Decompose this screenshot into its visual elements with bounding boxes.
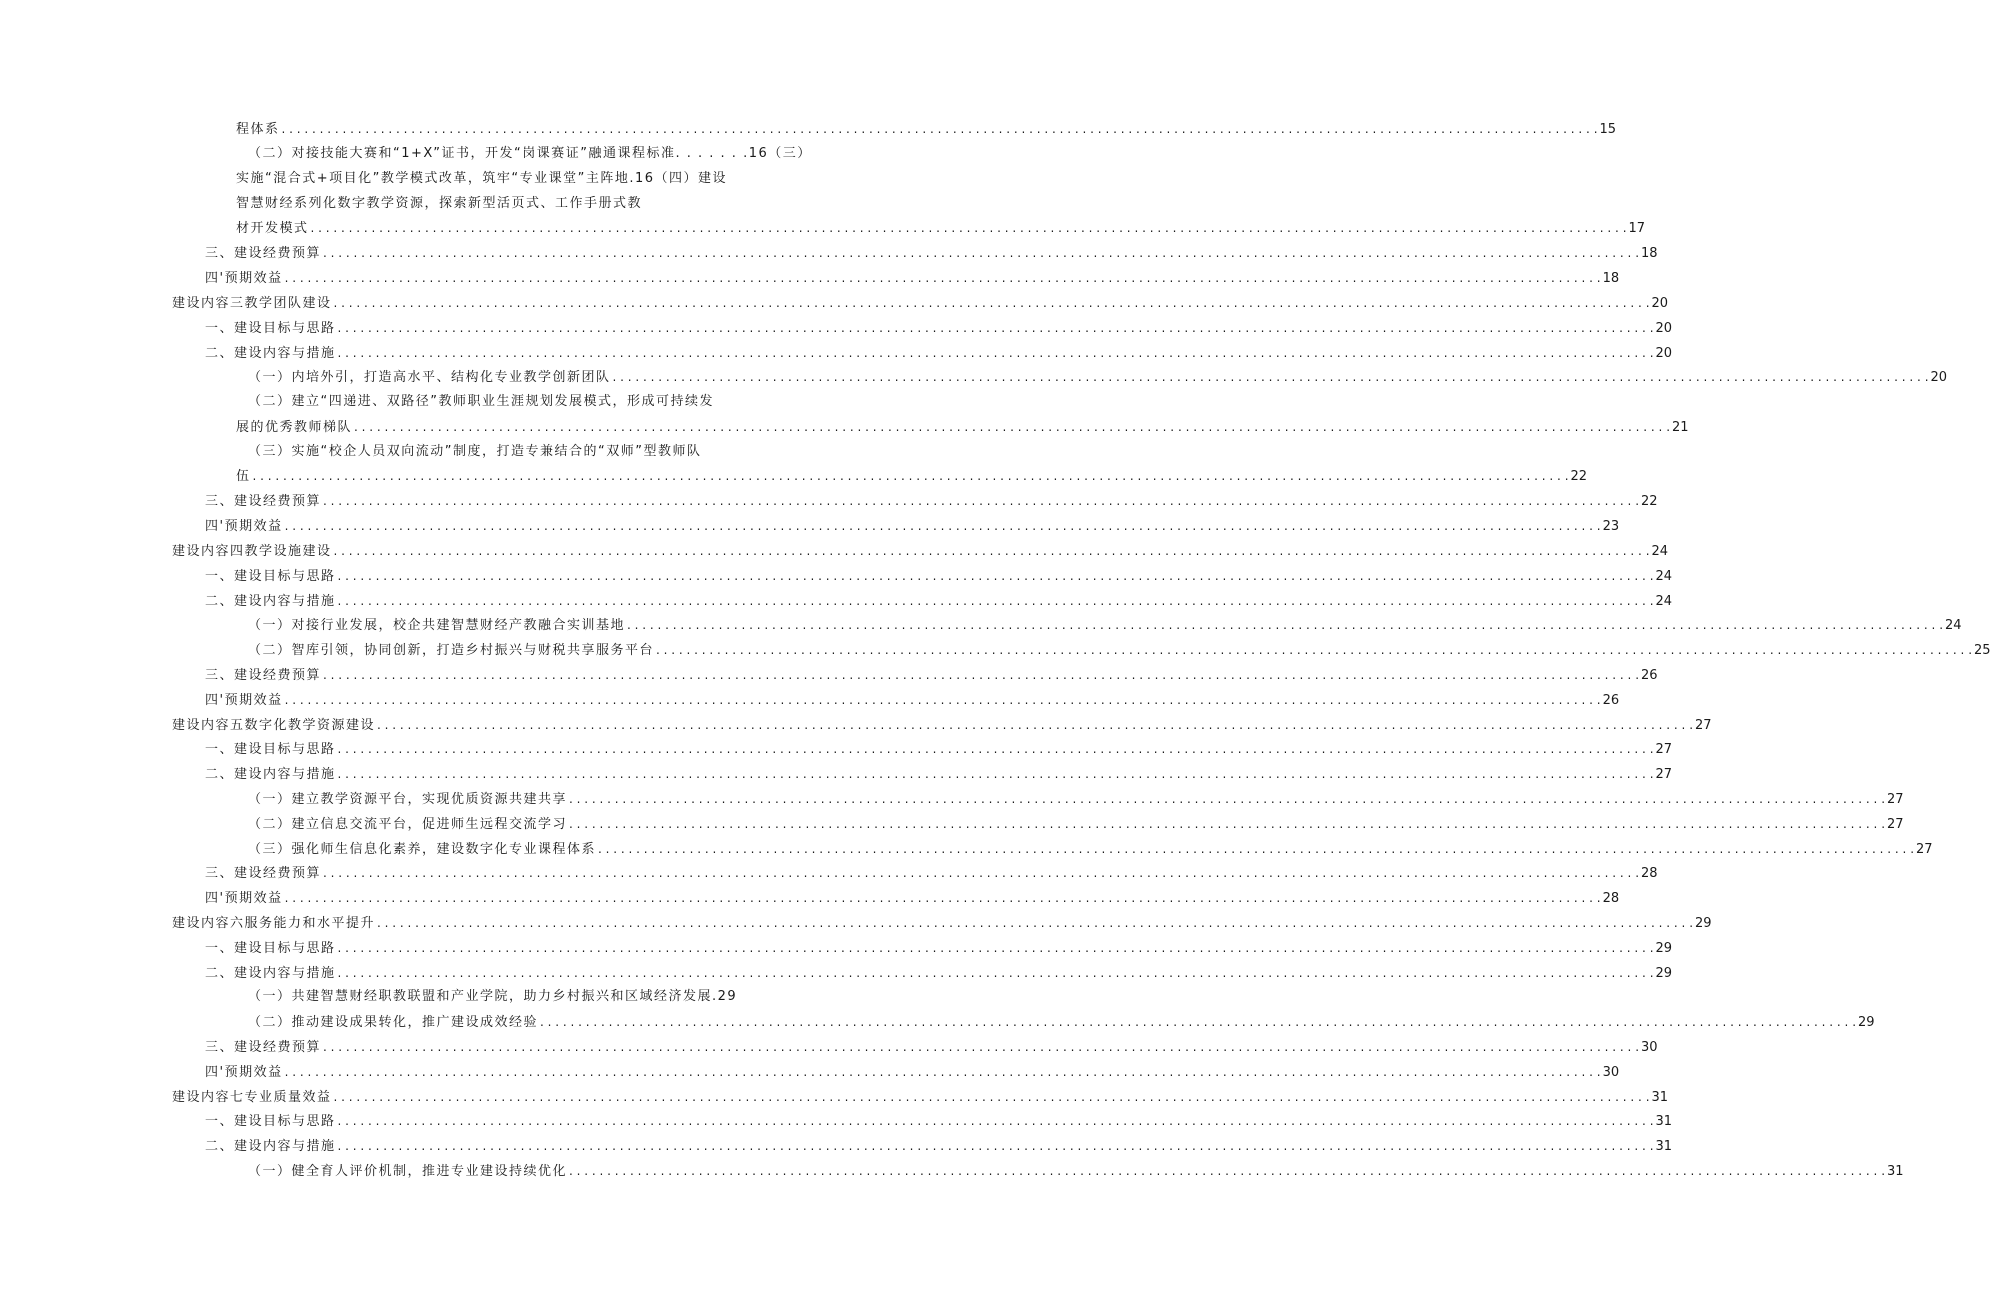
dot-leader: [253, 467, 1569, 485]
toc-entry[interactable]: [205, 269, 1620, 288]
dot-leader: [338, 765, 1654, 783]
toc-entry-title: 建设内容四教学设施建设: [172, 544, 332, 559]
toc-entry-title: （一）建立教学资源平台，实现优质资源共建共享: [248, 792, 568, 807]
toc-entry-title: 建设内容七专业质量效益: [172, 1090, 332, 1105]
dot-leader: [285, 889, 1601, 907]
toc-entry[interactable]: [205, 666, 1658, 685]
toc-entry[interactable]: [172, 914, 1712, 933]
toc-entry-title: 三、建设经费预算: [205, 866, 322, 881]
dot-leader: [338, 567, 1654, 585]
toc-entry-page: 22: [1641, 494, 1658, 509]
toc-entry[interactable]: [205, 939, 1673, 958]
toc-line[interactable]: （二）建立“四递进、双路径”教师职业生涯规划发展模式，形成可持续发: [248, 394, 714, 409]
toc-entry-page: 29: [1695, 916, 1712, 931]
toc-entry[interactable]: [248, 790, 1904, 809]
toc-entry-title: 一、建设目标与思路: [205, 742, 336, 757]
dot-leader: [627, 616, 1943, 634]
dot-leader: [323, 864, 1639, 882]
dot-leader: [334, 1088, 1650, 1106]
toc-entry[interactable]: [172, 716, 1712, 735]
toc-entry[interactable]: [205, 244, 1658, 263]
toc-line[interactable]: 实施“混合式+项目化”教学模式改革，筑牢“专业课堂”主阵地.16（四）建设: [236, 171, 728, 186]
toc-entry-title: （二）推动建设成果转化，推广建设成效经验: [248, 1015, 539, 1030]
toc-line[interactable]: （一）共建智慧财经职教联盟和产业学院，助力乡村振兴和区域经济发展.29: [248, 989, 738, 1004]
toc-entry[interactable]: [205, 765, 1673, 784]
toc-entry[interactable]: [236, 120, 1617, 139]
toc-entry-title: 建设内容三教学团队建设: [172, 296, 332, 311]
toc-entry-page: 29: [1858, 1015, 1875, 1030]
toc-entry[interactable]: [248, 840, 1933, 859]
toc-entry[interactable]: [205, 592, 1673, 611]
dot-leader: [285, 517, 1601, 535]
dot-leader: [311, 219, 1627, 237]
toc-entry[interactable]: [248, 616, 1962, 635]
toc-entry-title: 一、建设目标与思路: [205, 941, 336, 956]
toc-entry-title: 三、建设经费预算: [205, 494, 322, 509]
toc-entry[interactable]: [205, 864, 1658, 883]
dot-leader: [656, 641, 1972, 659]
toc-entry[interactable]: [248, 1162, 1904, 1181]
toc-entry-title: 材开发模式: [236, 221, 309, 236]
toc-entry[interactable]: [248, 641, 1991, 660]
toc-entry-page: 24: [1655, 594, 1673, 609]
dot-leader: [338, 964, 1654, 982]
dot-leader: [323, 244, 1639, 262]
toc-entry-page: 27: [1655, 767, 1673, 782]
dot-leader: [569, 790, 1885, 808]
toc-entry[interactable]: [205, 740, 1673, 759]
toc-entry-title: 程体系: [236, 122, 280, 137]
toc-entry-title: 二、建设内容与措施: [205, 594, 336, 609]
toc-entry-title: 四'预期效益: [205, 891, 283, 906]
dot-leader: [569, 815, 1885, 833]
toc-entry-page: 21: [1672, 420, 1689, 435]
toc-entry-page: 20: [1930, 370, 1948, 385]
toc-entry-title: 二、建设内容与措施: [205, 966, 336, 981]
toc-entry-page: 26: [1602, 693, 1620, 708]
toc-entry[interactable]: [205, 691, 1620, 710]
toc-entry-title: 四'预期效益: [205, 519, 283, 534]
toc-entry[interactable]: [205, 1137, 1673, 1156]
dot-leader: [338, 592, 1654, 610]
toc-entry-title: 三、建设经费预算: [205, 246, 322, 261]
toc-entry-page: 20: [1655, 346, 1673, 361]
toc-entry-title: 二、建设内容与措施: [205, 346, 336, 361]
toc-entry-page: 17: [1628, 221, 1646, 236]
dot-leader: [334, 542, 1650, 560]
toc-entry[interactable]: [172, 542, 1669, 561]
dot-leader: [334, 294, 1650, 312]
toc-entry[interactable]: [205, 889, 1620, 908]
dot-leader: [598, 840, 1914, 858]
toc-entry[interactable]: [205, 1063, 1620, 1082]
toc-entry[interactable]: [248, 368, 1948, 387]
toc-entry[interactable]: [205, 1112, 1673, 1131]
dot-leader: [338, 319, 1654, 337]
toc-entry[interactable]: [236, 467, 1588, 486]
toc-entry[interactable]: [236, 418, 1689, 437]
toc-entry-page: 27: [1887, 792, 1904, 807]
toc-entry[interactable]: [236, 219, 1646, 238]
dot-leader: [323, 492, 1639, 510]
toc-entry[interactable]: [205, 964, 1673, 983]
toc-entry-title: 一、建设目标与思路: [205, 1114, 336, 1129]
toc-entry-title: （二）智库引领，协同创新，打造乡村振兴与财税共享服务平台: [248, 643, 655, 658]
toc-entry-page: 24: [1651, 544, 1669, 559]
toc-entry-page: 28: [1641, 866, 1658, 881]
toc-entry-page: 18: [1602, 271, 1620, 286]
toc-entry-title: 三、建设经费预算: [205, 668, 322, 683]
toc-entry-page: 31: [1655, 1114, 1673, 1129]
toc-entry-page: 31: [1655, 1139, 1673, 1154]
toc-entry-page: 31: [1887, 1164, 1904, 1179]
toc-entry[interactable]: [205, 1038, 1658, 1057]
dot-leader: [338, 344, 1654, 362]
toc-entry-page: 30: [1641, 1040, 1658, 1055]
toc-entry-page: 29: [1655, 966, 1673, 981]
toc-entry-page: 29: [1655, 941, 1673, 956]
toc-entry-page: 24: [1655, 569, 1673, 584]
dot-leader: [285, 691, 1601, 709]
toc-entry-page: 22: [1570, 469, 1588, 484]
toc-entry-title: （二）建立信息交流平台，促进师生远程交流学习: [248, 817, 568, 832]
toc-entry[interactable]: [248, 1013, 1875, 1032]
toc-entry[interactable]: [205, 492, 1658, 511]
toc-entry-title: （三）强化师生信息化素养，建设数字化专业课程体系: [248, 842, 597, 857]
toc-entry-page: 26: [1641, 668, 1658, 683]
toc-entry[interactable]: [205, 319, 1673, 338]
toc-entry-page: 27: [1887, 817, 1904, 832]
dot-leader: [569, 1162, 1885, 1180]
dot-leader: [282, 120, 1598, 138]
toc-entry-page: 24: [1945, 618, 1962, 633]
toc-entry[interactable]: [205, 567, 1673, 586]
toc-entry-title: （一）健全育人评价机制，推进专业建设持续优化: [248, 1164, 568, 1179]
toc-entry-page: 25: [1974, 643, 1991, 658]
dot-leader: [338, 939, 1654, 957]
toc-entry-title: 三、建设经费预算: [205, 1040, 322, 1055]
toc-entry-title: 伍: [236, 469, 251, 484]
dot-leader: [354, 418, 1670, 436]
dot-leader: [323, 666, 1639, 684]
toc-line[interactable]: （三）实施“校企人员双向流动”制度，打造专兼结合的“双师”型教师队: [248, 444, 702, 459]
toc-entry-page: 20: [1651, 296, 1669, 311]
toc-entry-page: 23: [1602, 519, 1620, 534]
toc-entry-title: 一、建设目标与思路: [205, 569, 336, 584]
dot-leader: [377, 914, 1693, 932]
toc-entry-page: 27: [1655, 742, 1673, 757]
toc-entry-page: 20: [1655, 321, 1673, 336]
toc-entry[interactable]: [172, 1088, 1669, 1107]
toc-line: 智慧财经系列化数字教学资源，探索新型活页式、工作手册式教: [236, 196, 643, 211]
toc-entry-page: 31: [1651, 1090, 1669, 1105]
dot-leader: [323, 1038, 1639, 1056]
toc-entry-title: 四'预期效益: [205, 1065, 283, 1080]
dot-leader: [285, 269, 1601, 287]
toc-entry-title: 建设内容六服务能力和水平提升: [172, 916, 376, 931]
toc-entry-title: 二、建设内容与措施: [205, 1139, 336, 1154]
dot-leader: [377, 716, 1693, 734]
dot-leader: [613, 368, 1929, 386]
toc-entry-title: （一）对接行业发展，校企共建智慧财经产教融合实训基地: [248, 618, 626, 633]
toc-entry[interactable]: [248, 815, 1904, 834]
toc-entry-title: 二、建设内容与措施: [205, 767, 336, 782]
dot-leader: [540, 1013, 1856, 1031]
toc-entry-title: 建设内容五数字化教学资源建设: [172, 718, 376, 733]
toc-entry[interactable]: [172, 294, 1669, 313]
dot-leader: [285, 1063, 1601, 1081]
toc-entry-page: 18: [1641, 246, 1658, 261]
toc-entry-page: 28: [1602, 891, 1620, 906]
toc-entry[interactable]: [205, 344, 1673, 363]
toc-entry-page: 30: [1602, 1065, 1620, 1080]
toc-entry-page: 15: [1599, 122, 1617, 137]
toc-entry-title: （一）内培外引，打造高水平、结构化专业教学创新团队: [248, 370, 611, 385]
toc-entry-title: 一、建设目标与思路: [205, 321, 336, 336]
toc-entry-title: 四'预期效益: [205, 693, 283, 708]
dot-leader: [338, 1137, 1654, 1155]
toc-entry-page: 27: [1695, 718, 1712, 733]
toc-entry-title: 四'预期效益: [205, 271, 283, 286]
toc-entry-title: 展的优秀教师梯队: [236, 420, 353, 435]
dot-leader: [338, 1112, 1654, 1130]
toc-entry-page: 27: [1916, 842, 1933, 857]
toc-entry[interactable]: [205, 517, 1620, 536]
dot-leader: [338, 740, 1654, 758]
toc-line[interactable]: （二）对接技能大赛和“1+X”证书，开发“岗课赛证”融通课程标准. . . . . . .16（三）: [248, 146, 812, 161]
